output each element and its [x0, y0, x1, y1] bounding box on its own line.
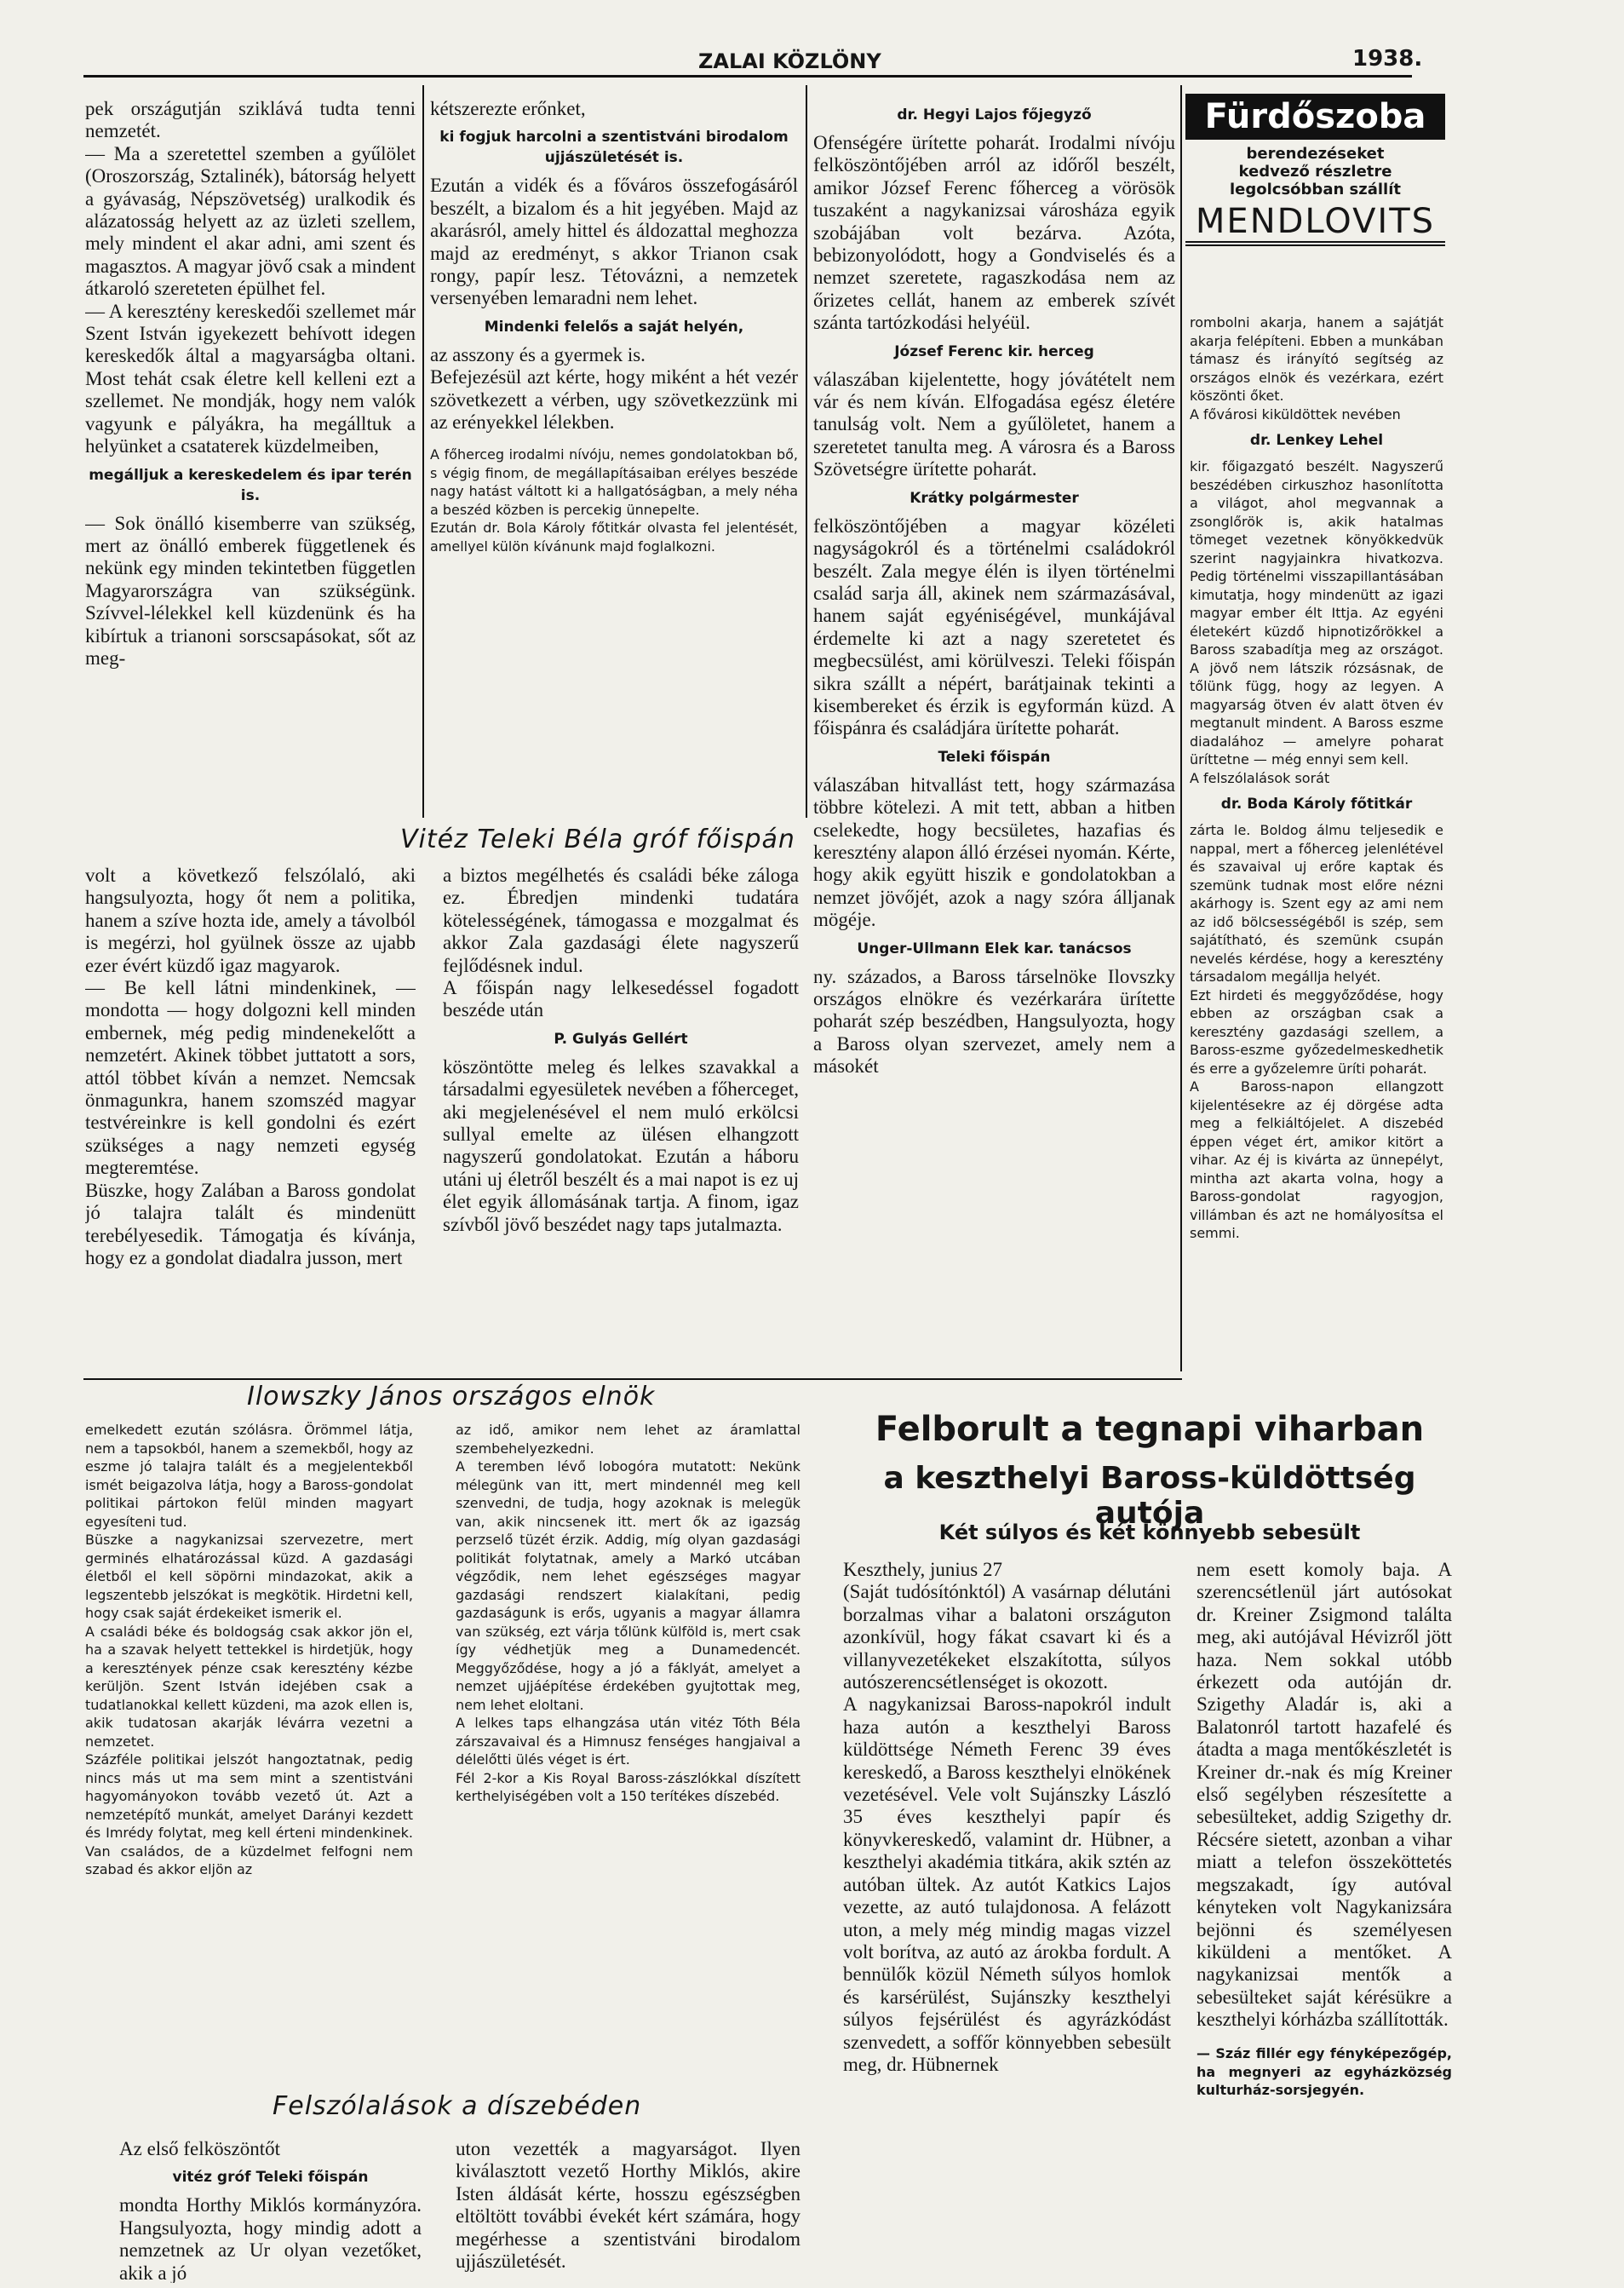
paragraph: A Baross-napon ellangzott kijelentésekre az éj dörgése adta meg a felkiáltójelet. A diszebéd éppen véget ért, amikor kitört a vihar. Az éj is kivárta az ünnepélyt, mintha azt akarta volna, hogy a Baross-gondolat ragyogjon, villámban és azt ne homályosítsa el semmi.	[1190, 1078, 1443, 1241]
paragraph: Ezután a vidék és a főváros összefogásáról beszélt, a bizalom és a hit jegyében. Majd az akarásról, amely hittel és áldozattal meghozza majd az eredményt, s akkor Trianon csak rongy, papír lesz. Tétovázni, a nemzetek versenyében lemaradni nem lehet.	[430, 175, 798, 309]
ad-brand: MENDLOVITS	[1185, 202, 1445, 246]
paragraph: válaszában kijelentette, hogy jóvátételt nem vár és nem kíván. Elfogadása egész életére tanulság volt. Nem a gyűlöletet, hanem a szeretetet tanulta meg. A városra és a Baross Szövetségre ürítette poharát.	[813, 368, 1175, 480]
ad-title: Fürdőszoba	[1185, 94, 1445, 140]
subheading: ki fogjuk harcolni a szentistváni birodalom ujjászületését is.	[439, 129, 789, 167]
paragraph: — A keresztény kereskedői szellemet már Szent István igyekezett behívott idegen kereskedők által a magyarságba oltani. Most tehát csak életre kell kelleni ezt a szellemet. Ne mondják, hogy nem valók vagyunk e pályákra, ha megálltuk a helyünket a csataterek küzdelmeiben,	[85, 300, 416, 457]
subheading: Unger-Ullmann Elek kar. tanácsos	[857, 940, 1132, 957]
paragraph: Ezt hirdeti és meggyőződése, hogy ebben az országban csak a keresztény gazdasági szellem, a Baross-eszme győzedelmeskedhetik és erre a győzelemre üríti poharát.	[1190, 986, 1443, 1077]
paragraph: A nagykanizsai Baross-napokról indult haza autón a keszthelyi Baross küldöttsége Németh Ferenc 39 éves kereskedő, a Baross keszthelyi elnökének vezetésével. Vele volt Sujánszky László 35 éves keszthelyi papír és könyvkereskedő, valamint dr. Hübner, a keszthelyi akadémia titkára, akik sztén az autóban ültek. Az autót Katkics Lajos vezette, az autó tulajdonosa. A felázott uton, a mely még mindig magas vizzel volt borítva, az autó az árokba fordult. A bennülők közül Németh súlyos homlok és karsérülést, Sujánszky keszthelyi súlyos fejsérülést és agyrázkódást szenvedett, a soffőr könnyebben sebesült meg, dr. Hübnernek	[843, 1693, 1171, 2075]
paragraph: kir. főigazgató beszélt. Nagyszerű beszédében cirkuszhoz hasonlította a világot, ahol megvannak a zsonglőrök is, akik hatalmas tömeget vezetnek könyökkedvük szerint nagyjainkra hivatkozva. Pedig történelmi visszapillantásában kimutatja, hogy mindenütt az igazi magyar ember élt Ittja. Az egyéni életekért küzdő hipnotizőrökkel a Baross szabadítja meg az országot. A jövő nem látszik rózsásnak, de tőlünk függ, hogy az legyen. A magyarság ötven év alatt ötven év megtanult mindent. A Baross eszme diadalához — amelyre poharat üríttetne — még ennyi sem kell.	[1190, 458, 1443, 767]
felszol-title: Felszólalások a díszebéden	[273, 2091, 642, 2121]
section-rule	[83, 1378, 1182, 1380]
paragraph: Büszke, hogy Zalában a Baross gondolat jó talajra talált és mindenütt terebélyesedik. Támogatja és kívánja, hogy ez a gondolat diadalra jusson, mert	[85, 1179, 416, 1268]
accident-right	[1196, 1559, 1452, 2036]
accident-subhead: Két súlyos és két könnyebb sebesült	[938, 1521, 1361, 1544]
paragraph: mondta Horthy Miklós kormányzóra. Hangsulyozta, hogy mindig adott a nemzetnek az Ur olyan vezetőket, akik a jó	[119, 2194, 422, 2283]
paragraph: Az első felköszöntőt	[119, 2138, 281, 2159]
subheading: P. Gulyás Gellért	[554, 1030, 688, 1048]
accident-headline-2: a keszthelyi Baross-küldöttség autója	[883, 1461, 1416, 1531]
paragraph: köszöntötte meleg és lelkes szavakkal a társadalmi egyesületek nevében a főherceget, aki megjelenésével el nem muló erkölcsi sullyal emelte az ülésen elhangzott nagyszerű gondolatokat. Ezután a háboru utáni uj életről beszélt és a mai napot is ez uj élet egyik állomásának tartja. A finom, igaz szívből jövő beszédet nagy taps jutalmazta.	[443, 1055, 799, 1235]
teleki-left	[85, 865, 416, 1376]
paragraph: Százféle politikai jelszót hangoztatnak, pedig nincs más ut ma sem mint a szentistváni hagyományokon tovább vezető út. Azt a nemzetépítő munkát, amelyet Darányi kezdett és Imrédy folytat, meg kell érteni mindenkinek. Van családos, de a küzdelmet felfogni nem szabad és akkor eljön az	[85, 1751, 413, 1877]
teleki-right	[443, 865, 799, 1376]
column-1	[85, 98, 416, 805]
paragraph: — Ma a szeretettel szemben a gyűlölet (Oroszország, Sztalinék), bátorság helyett a gyávaság, Népszövetség) uralkodik és alázatosság helyett az az üzleti szellem, mely mindent el akar adni, ami szent és magasztos. A magyar jövő csak a mindent átkaroló szereteten épülhet fel.	[85, 142, 416, 300]
subheading: József Ferenc kir. herceg	[894, 342, 1094, 360]
subheading: dr. Lenkey Lehel	[1249, 432, 1384, 449]
felszol-right	[456, 2138, 801, 2283]
ad-line-1: berendezéseket	[1246, 145, 1385, 163]
accident-note: — Száz fillér egy fényképezőgép, ha megnyeri az egyházközség kulturház-sorsjegyén.	[1196, 2045, 1452, 2098]
paragraph: Ezután dr. Bola Károly főtitkár olvasta fel jelentését, amellyel külön kívánunk majd foglalkozni.	[430, 520, 798, 555]
paragraph: ny. százados, a Baross társelnöke Ilovszky országos elnökre és vezérkarára ürítette poharát szép beszédben, Hangsulyozta, hogy a Baross olyan szervezet, amely nem a másokét	[813, 965, 1175, 1078]
subheading: dr. Boda Károly főtitkár	[1220, 796, 1413, 813]
paragraph: Keszthely, junius 27	[843, 1559, 1002, 1580]
paragraph: válaszában hitvallást tett, hogy származása többre kötelezi. A mit tett, abban a hitben cselekedte, hogy becsületes, hazafias és keresztény alapon álló érzései nyomán. Kérte, hogy akik együtt hiszik e gondolatokban a nemzet jövőjét, azok a nagy szóra álljanak mögéje.	[813, 773, 1175, 931]
paragraph: Ofenségére ürítette poharát. Irodalmi nívóju felköszöntőjében arról az időről beszélt, amikor József Ferenc főherceg a vörösök tuszaként a nagykanizsai városháza egyik szobájában volt bezárva. Azóta, bebizonyolódott, hogy a Gondviselés és a nemzet szeretete, ragaszkodása nem az őrizetes cellát, hanem az emberek szívét szánta tartózkodási helyéül.	[813, 132, 1175, 334]
paragraph: pek országutján sziklává tudta tenni nemzetét.	[85, 98, 416, 142]
paragraph: A felszólalások sorát	[1190, 769, 1330, 786]
column-3	[813, 98, 1175, 1376]
ad-line-2: kedvező részletre	[1238, 163, 1392, 181]
paragraph: az idő, amikor nem lehet az áramlattal szembehelyezkedni.	[456, 1422, 801, 1457]
column-2	[430, 98, 798, 805]
subheading: megálljuk a kereskedelem és ipar terén is.	[89, 466, 412, 504]
paragraph: emelkedett ezután szólásra. Örömmel látja, nem a tapsokból, hanem a szemekből, hogy az eszme jó talajra talált és a megjelentekből ismét beigazolva látja, hogy a Baross-gondolat politikai pártokon felül minden magyart egyesíteni tud.	[85, 1422, 413, 1530]
paragraph: zárta le. Boldog álmu teljesedik e nappal, mert a főherceg jelenlétével és szavaival uj erőre kaptak és szemünk tudnak most előre nézni akárhogy is. Szent egy az ami nem az idő bölcsességéből is szép, sem sajátítható, és szemünk csupán nevelés kérdése, hogy a keresztény társadalom megállja helyét.	[1190, 822, 1443, 985]
ilovszky-title: Ilowszky János országos elnök	[247, 1382, 656, 1411]
paragraph: felköszöntőjében a magyar közéleti nagyságokról és a történelmi családokról beszélt. Zala megye élén is ilyen történelmi család sarja áll, akinek nem származásával, hanem saját egyéniségével, munkájával érdemelte ki azt a nagy szeretetet és megbecsülést, ami körülveszi. Teleki főispán sikra szállt a népért, barátjainak tekinti a kisembereket és érzik is egyformán küzd. A főispánra és családjára ürítette poharát.	[813, 515, 1175, 739]
teleki-title: Vitéz Teleki Béla gróf főispán	[400, 825, 795, 854]
ad-line-3: legolcsóbban szállít	[1230, 181, 1401, 198]
paragraph: Fél 2-kor a Kis Royal Baross-zászlókkal díszített kerthelyiségében volt a 150 terítékes díszebéd.	[456, 1769, 801, 1804]
paragraph: volt a következő felszólaló, aki hangsulyozta, hogy őt nem a politika, hanem a szíve hozta ide, amely a távolból is megérzi, hol gyülnek össze az ujabb ezer évért küzdő igaz magyarok.	[85, 865, 416, 976]
advertisement	[1185, 94, 1445, 307]
paragraph: A teremben lévő lobogóra mutatott: Nekünk mélegünk van itt, mert mindennél meg kell szenvedni, de tudja, hogy azoknak is melegük van, akik nincsenek itt. mert ők az igazság perzselő tüzét érzik. Addig, míg olyan gazdasági politikát folytatnak, amely a Markó utcában végződik, nem lehet egészséges magyar gazdasági rendszert kialakítani, pedig gazdaságunk is erős, ugyanis a magyar államra van szükség, ezt várja tőlünk külföld is, mert csak így védhetjük meg a Dunamedencét. Meggyőződése, hogy a jó a fáklyát, amelyet a nemzet ujjáépítése érdekében gyujtottak meg, nem lehet eloltani.	[456, 1458, 801, 1713]
paragraph: — Sok önálló kisemberre van szükség, mert az önálló emberek függetlenek és nekünk egy minden tekintetben független Magyarországra van szükségünk. Szívvel-lélekkel kell küzdenünk és ha kibírtuk a trianoni sorscsapásokat, sőt az meg-	[85, 512, 416, 669]
ilovszky-right	[456, 1421, 801, 2077]
paragraph: A főispán nagy lelkesedéssel fogadott beszéde után	[443, 977, 799, 1021]
paper-title: ZALAI KÖZLÖNY	[698, 49, 881, 73]
subheading: Mindenki felelős a saját helyén,	[484, 318, 744, 336]
accident-headline-1: Felborult a tegnapi viharban	[875, 1410, 1425, 1449]
col-divider-1	[422, 85, 424, 818]
column-4	[1190, 313, 1443, 1374]
col-divider-3	[1180, 85, 1182, 1371]
col-divider-2	[806, 85, 807, 818]
paragraph: kétszerezte erőnket,	[430, 98, 586, 119]
paragraph: A családi béke és boldogság csak akkor jön el, ha a szavak helyett tettekkel is hirdetjük, hogy a keresztények pénze csak keresztény kézbe kerüljön. Szent István idejében csak a tudatlanokkal kellett küzdeni, ma azok ellen is, akik tudatosan akarják lévárra vezetni a nemzetet.	[85, 1623, 413, 1750]
accident-left	[843, 1559, 1171, 2279]
paragraph: nem esett komoly baja. A szerencsétlenül járt autósokat dr. Kreiner Zsigmond találta meg, aki autójával Hévizről jött haza. Nem sokkal utóbb érkezett oda autóján dr. Szigethy Aladár is, aki a Balatonról tartott hazafelé és átadta a maga mentőkészletét is Kreiner dr.-nak és míg Kreiner első segélyben részesítette a sebesülteket, addig Szigethy dr. Récsére sietett, azonban a vihar miatt a telefon összeköttetés megszakadt, így autóval kényteken volt Nagykanizsára bejönni és személyesen kiküldeni a mentőket. A nagykanizsai mentők a sebesülteket saját kérésükre a keszthelyi kórházba szállították.	[1196, 1559, 1452, 2031]
paragraph: uton vezették a magyarságot. Ilyen kiválasztott vezető Horthy Miklós, akire Isten áldását kérte, hosszu egészségben eltöltött további évekét kért számára, hogy megérhesse a szentistváni birodalom ujjászületését.	[456, 2138, 801, 2273]
paper-date: 1938.	[1352, 46, 1423, 72]
subheading: vitéz gróf Teleki főispán	[172, 2169, 369, 2187]
paragraph: a biztos megélhetés és családi béke záloga ez. Ébredjen mindenki tudatára kötelességének, támogassa e mozgalmat és akkor Zala gazdasági élete nagyszerű fejlődésnek indul.	[443, 865, 799, 976]
paragraph: rombolni akarja, hanem a sajátját akarja felépíteni. Ebben a munkában támasz és irányító segítség az országos elnök és vezérkara, ezért köszönti őket.	[1190, 314, 1443, 404]
paragraph: az asszony és a gyermek is.	[430, 343, 646, 365]
subheading: Krátky polgármester	[910, 489, 1079, 507]
paragraph: A főherceg irodalmi nívóju, nemes gondolatokban bő, s végig finom, de megállapításaiban erélyes beszéde nagy hatást váltott ki a hallgatóságban, a mely néha a beszéd közben is percekig ünnepelte.	[430, 446, 798, 518]
paragraph: (Saját tudósítónktól) A vasárnap délutáni borzalmas vihar a balatoni országuton azonkívül, hogy fákat csavart ki és a villanyvezetékeket elszakította, súlyos autószerencsétlenséget is okozott.	[843, 1581, 1171, 1693]
paragraph: Büszke a nagykanizsai szervezetre, mert germinés elhatározással küzd. A gazdasági életből el kell söpörni mindazokat, akik a legszentebb jelszókat is megkötik. Hirdetni kell, hogy csak saját érdekeiket ismerik el.	[85, 1532, 413, 1621]
paragraph: Befejezésül azt kérte, hogy miként a hét vezér szövetkezett a vérben, ugy szövetkezzünk mi az erényekkel lélekben.	[430, 366, 798, 434]
felszol-left	[119, 2138, 422, 2283]
paragraph: — Be kell látni mindenkinek, — mondotta — hogy dolgozni kell minden embernek, még pedig mindenekelőtt a nemzetért. Akinek többet juttatott a sors, attól többet kíván a nemzet. Nemcsak önmagunkra, hanem szomszéd magyar testvéreinkre is kell gondolni és ezért szükséges a nagy nemzeti egység megteremtése.	[85, 977, 416, 1179]
subheading: Teleki főispán	[938, 748, 1051, 766]
subheading: dr. Hegyi Lajos főjegyző	[897, 106, 1092, 124]
paragraph: A fővárosi kiküldöttek nevében	[1190, 405, 1401, 423]
ilovszky-left	[85, 1421, 413, 2077]
header-rule	[83, 75, 1412, 78]
paragraph: A lelkes taps elhangzása után vitéz Tóth Béla zárszavaival és a Himnusz fenséges hangjaival a délelőtti ülés véget is ért.	[456, 1715, 801, 1768]
